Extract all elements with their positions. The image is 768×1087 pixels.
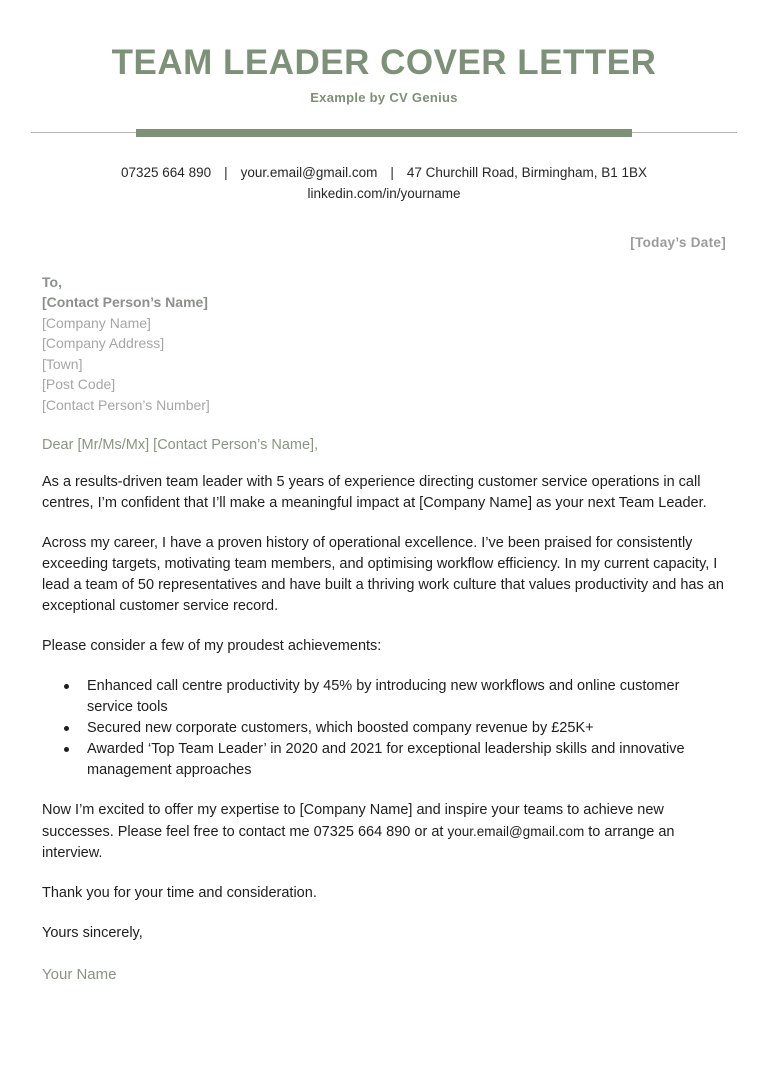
achievement-text: Awarded ‘Top Team Leader’ in 2020 and 2021 for exceptional leadership skills and innovative management approaches bbox=[87, 741, 685, 779]
recipient-block bbox=[42, 272, 726, 416]
contact-email: your.email@gmail.com bbox=[240, 164, 378, 180]
signoff-line: Yours sincerely, bbox=[42, 925, 143, 942]
contact-separator: | bbox=[224, 164, 228, 180]
list-item bbox=[42, 676, 726, 718]
closing-text-after: to arrange an interview. bbox=[42, 824, 675, 862]
recipient-post-code: [Post Code] bbox=[42, 376, 116, 393]
todays-date-placeholder: [Today’s Date] bbox=[630, 234, 726, 250]
bullet-icon bbox=[64, 726, 69, 731]
page-title: TEAM LEADER COVER LETTER bbox=[111, 43, 657, 82]
contact-line-2 bbox=[42, 183, 726, 205]
contact-separator: | bbox=[390, 164, 394, 180]
divider-accent-bar bbox=[136, 129, 632, 137]
achievement-text: Secured new corporate customers, which boosted company revenue by £25K+ bbox=[87, 720, 594, 737]
list-item bbox=[42, 739, 726, 781]
paragraph-closing bbox=[42, 800, 726, 864]
recipient-phone-number: [Contact Person’s Number] bbox=[42, 396, 210, 413]
achievement-text: Enhanced call centre productivity by 45% by introducing new workflows and online customer service tools bbox=[87, 678, 680, 716]
paragraph-intro: As a results-driven team leader with 5 years of experience directing customer service operations in call centres, I’m confident that I’ll make a meaningful impact at [Company Name] as your next Team Leader. bbox=[42, 474, 707, 512]
list-item bbox=[42, 718, 726, 739]
recipient-company-name: [Company Name] bbox=[42, 314, 151, 331]
recipient-company-address: [Company Address] bbox=[42, 335, 165, 352]
contact-address: 47 Churchill Road, Birmingham, B1 1BX bbox=[406, 164, 647, 180]
salutation: Dear [Mr/Ms/Mx] [Contact Person’s Name], bbox=[42, 437, 319, 454]
contact-linkedin: linkedin.com/in/yourname bbox=[307, 186, 461, 202]
bullet-icon bbox=[64, 747, 69, 752]
document-header bbox=[42, 0, 726, 105]
page-subtitle: Example by CV Genius bbox=[310, 89, 458, 105]
closing-email: your.email@gmail.com bbox=[447, 824, 585, 840]
recipient-town: [Town] bbox=[42, 355, 83, 372]
recipient-to-label: To, bbox=[42, 273, 62, 290]
thanks-line: Thank you for your time and consideration. bbox=[42, 885, 317, 902]
closing-text-before: Now I’m excited to offer my expertise to [Company Name] and inspire your teams to achieve new successes. Please feel free to contact me 07325 664 890 or at bbox=[42, 802, 664, 841]
paragraph-career: Across my career, I have a proven history of operational excellence. I’ve been praised for consistently exceeding targets, motivating team members, and optimising workflow efficiency. In my current capacity, I lead a team of 50 representatives and have built a thriving work culture that values productivity and has an exceptional customer service record. bbox=[42, 535, 724, 615]
contact-phone: 07325 664 890 bbox=[121, 164, 212, 180]
bullet-icon bbox=[64, 684, 69, 689]
date-row bbox=[42, 235, 726, 250]
signature-name: Your Name bbox=[42, 966, 117, 984]
contact-header bbox=[42, 162, 726, 205]
contact-line-1 bbox=[42, 162, 726, 184]
recipient-name: [Contact Person’s Name] bbox=[42, 294, 208, 311]
header-divider bbox=[42, 129, 726, 137]
paragraph-achievements-lead-in: Please consider a few of my proudest achievements: bbox=[42, 638, 382, 655]
achievements-list bbox=[42, 676, 726, 781]
